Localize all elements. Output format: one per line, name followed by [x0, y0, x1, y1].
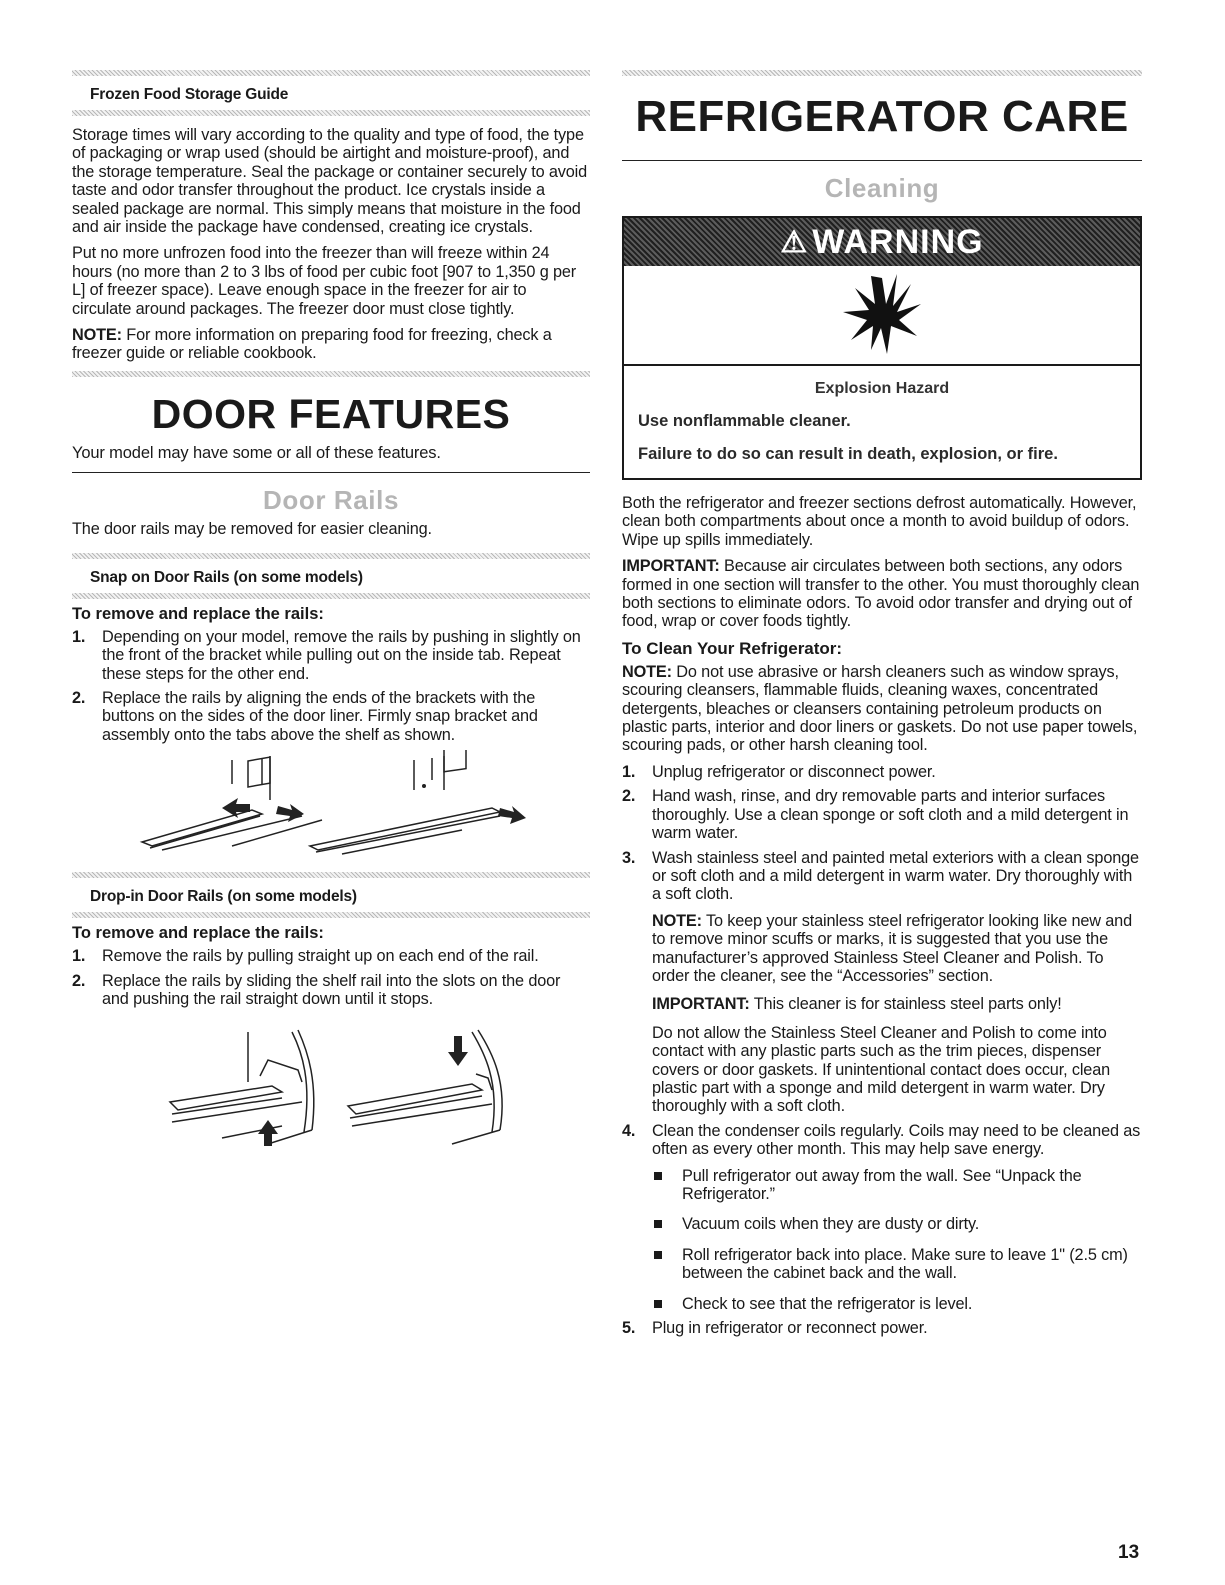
step-text: Hand wash, rinse, and dry removable parts and interior surfaces thoroughly. Use a clean sponge or soft cloth and a mild detergent in warm water. — [652, 787, 1129, 843]
section-divider — [72, 110, 590, 116]
hazard-title: Explosion Hazard — [814, 380, 950, 397]
section-divider — [622, 70, 1142, 76]
frozen-guide-paragraph-2: Put no more unfrozen food into the freezer than will freeze within 24 hours (no more than 2 to 3 lbs of food per cubic foot [907 to 1,350 g per L] of freezer space). Leave enough space in the freezer for air to circulate around packages. The freezer door must close tightly. — [72, 244, 577, 318]
warning-banner — [624, 218, 1140, 266]
step-text: Plug in refrigerator or reconnect power. — [652, 1319, 928, 1338]
warning-triangle-icon: ⚠ — [780, 225, 809, 259]
cleaning-important — [622, 557, 1142, 631]
step-3-note — [652, 912, 1142, 986]
bullet-icon — [654, 1220, 662, 1228]
bullet-text: Pull refrigerator out away from the wall. See “Unpack the Refrigerator.” — [682, 1166, 1082, 1203]
step-number: 3. — [622, 848, 636, 867]
step-text: Depending on your model, remove the rails by pushing in slightly on the front of the bracket while pulling out on the inside tab. Repeat these steps for the other end. — [102, 627, 581, 683]
step-text: Wash stainless steel and painted metal exteriors with a clean sponge or soft cloth and a mild detergent in warm water. Dry thoroughly with a soft cloth. — [652, 848, 1139, 904]
list-item — [72, 972, 590, 1009]
door-rails-title: Door Rails — [262, 485, 400, 516]
warning-box — [622, 216, 1142, 480]
snap-rails-illustration — [72, 750, 590, 862]
list-item — [652, 1167, 1142, 1204]
list-item — [72, 689, 590, 744]
step-number: 2. — [72, 971, 86, 990]
note-label: NOTE: — [622, 662, 672, 681]
refrigerator-care-title: REFRIGERATOR CARE — [635, 92, 1129, 141]
step-number: 2. — [72, 688, 86, 707]
bullet-text: Roll refrigerator back into place. Make sure to leave 1" (2.5 cm) between the cabinet back and the wall. — [682, 1245, 1128, 1283]
step-number: 4. — [622, 1121, 636, 1140]
title-rule — [622, 160, 1142, 161]
cleaning-title: Cleaning — [824, 173, 940, 203]
important-label: IMPORTANT: — [622, 557, 720, 576]
step-text: Unplug refrigerator or disconnect power. — [652, 762, 936, 781]
list-item — [652, 1215, 1142, 1233]
note-label: NOTE: — [652, 911, 702, 930]
drop-in-rails-illustration — [72, 1022, 590, 1152]
frozen-guide-note — [72, 326, 590, 363]
note-text: To keep your stainless steel refrigerator looking like new and to remove minor scuffs or marks, it is suggested that you use the manufacturer’s approved Stainless Steel Cleaner and Polish. To order the cleaner, see the “Accessories” section. — [652, 911, 1132, 985]
explosion-icon-area — [624, 266, 1140, 366]
snap-steps-list — [72, 628, 590, 744]
step-number: 5. — [622, 1319, 636, 1338]
drop-in-rails-heading: Drop-in Door Rails (on some models) — [90, 888, 357, 906]
list-item — [72, 947, 590, 965]
note-text: For more information on preparing food for freezing, check a freezer guide or reliable cookbook. — [72, 326, 552, 363]
door-rails-intro: The door rails may be removed for easier cleaning. — [72, 520, 432, 539]
note-label: NOTE: — [72, 326, 122, 345]
list-item — [72, 628, 590, 683]
list-item — [622, 763, 1142, 781]
left-column — [72, 70, 590, 1152]
drop-in-task-heading: To remove and replace the rails: — [72, 924, 324, 943]
step-number: 1. — [622, 762, 636, 781]
door-features-intro: Your model may have some or all of these features. — [72, 443, 441, 462]
cleaning-steps-list — [622, 763, 1142, 1338]
list-item — [652, 1295, 1142, 1313]
warning-label: WARNING — [812, 222, 984, 261]
bullet-icon — [654, 1251, 662, 1259]
step-text: Replace the rails by sliding the shelf rail into the slots on the door and pushing the rail straight down until it stops. — [102, 971, 561, 1008]
warning-line-1: Use nonflammable cleaner. — [638, 412, 851, 430]
section-divider — [72, 912, 590, 918]
page-number: 13 — [1118, 1542, 1140, 1563]
bullet-text: Vacuum coils when they are dusty or dirty. — [682, 1215, 980, 1234]
step-number: 1. — [72, 627, 86, 646]
step-3-extra: Do not allow the Stainless Steel Cleaner and Polish to come into contact with any plastic parts such as the trim pieces, dispenser covers or door gaskets. If unintentional contact does occur, clean plastic part with a sponge and mild detergent in warm water. Dry thoroughly with a soft cloth. — [652, 1023, 1111, 1116]
door-features-title: DOOR FEATURES — [151, 390, 511, 437]
step-number: 1. — [72, 947, 86, 966]
explosion-icon — [837, 270, 927, 360]
warning-line-2: Failure to do so can result in death, explosion, or fire. — [638, 445, 1058, 463]
cleaning-paragraph-1: Both the refrigerator and freezer sections defrost automatically. However, clean both compartments about once a month to avoid buildup of odors. Wipe up spills immediately. — [622, 494, 1137, 549]
note-text: Do not use abrasive or harsh cleaners such as window sprays, scouring cleansers, flammable fluids, cleaning waxes, concentrated detergents, bleaches or cleansers containing petroleum products on plastic parts, interior and door liners or gaskets. Do not use paper towels, scouring pads, or other harsh cleaning tool. — [622, 662, 1138, 755]
step-text: Clean the condenser coils regularly. Coils may need to be cleaned as often as every other month. This may help save energy. — [652, 1121, 1141, 1159]
cleaning-note — [622, 663, 1142, 755]
section-divider — [72, 371, 590, 377]
step-text: Remove the rails by pulling straight up on each end of the rail. — [102, 947, 539, 966]
snap-task-heading: To remove and replace the rails: — [72, 604, 324, 623]
right-column — [622, 70, 1142, 1343]
important-text: Because air circulates between both sections, any odors formed in one section will transfer to the other. You must thoroughly clean both sections to eliminate odors. To avoid odor transfer and drying out of food, wrap or cover foods tightly. — [622, 557, 1140, 631]
important-text: This cleaner is for stainless steel parts only! — [749, 995, 1062, 1014]
important-label: IMPORTANT: — [652, 995, 750, 1014]
list-item — [622, 1122, 1142, 1313]
frozen-guide-heading: Frozen Food Storage Guide — [90, 86, 289, 103]
bullet-icon — [654, 1172, 662, 1180]
clean-heading: To Clean Your Refrigerator: — [622, 638, 843, 658]
list-item — [652, 1246, 1142, 1283]
step-3-important — [652, 995, 1142, 1013]
frozen-guide-paragraph-1: Storage times will vary according to the quality and type of food, the type of packaging or wrap used (should be airtight and moisture-proof), and the storage temperature. Seal the package or container securely to avoid taste and odor transfer throughout the product. Ice crystals inside a sealed package are normal. This simply means that moisture in the food and air inside the package have condensed, creating ice crystals. — [72, 126, 588, 237]
step-text: Replace the rails by aligning the ends of the brackets with the buttons on the sides of the door liner. Firmly snap bracket and assembly onto the tabs above the shelf as shown. — [102, 688, 538, 744]
title-rule — [72, 472, 590, 473]
section-divider — [72, 593, 590, 599]
list-item — [622, 1319, 1142, 1337]
drop-in-steps-list — [72, 947, 590, 1008]
list-item — [622, 849, 1142, 1116]
bullet-icon — [654, 1300, 662, 1308]
coil-bullets — [652, 1167, 1142, 1313]
warning-text — [624, 366, 1140, 478]
snap-rails-heading: Snap on Door Rails (on some models) — [90, 568, 363, 586]
bullet-text: Check to see that the refrigerator is level. — [682, 1294, 973, 1313]
list-item — [622, 787, 1142, 842]
step-number: 2. — [622, 787, 636, 806]
